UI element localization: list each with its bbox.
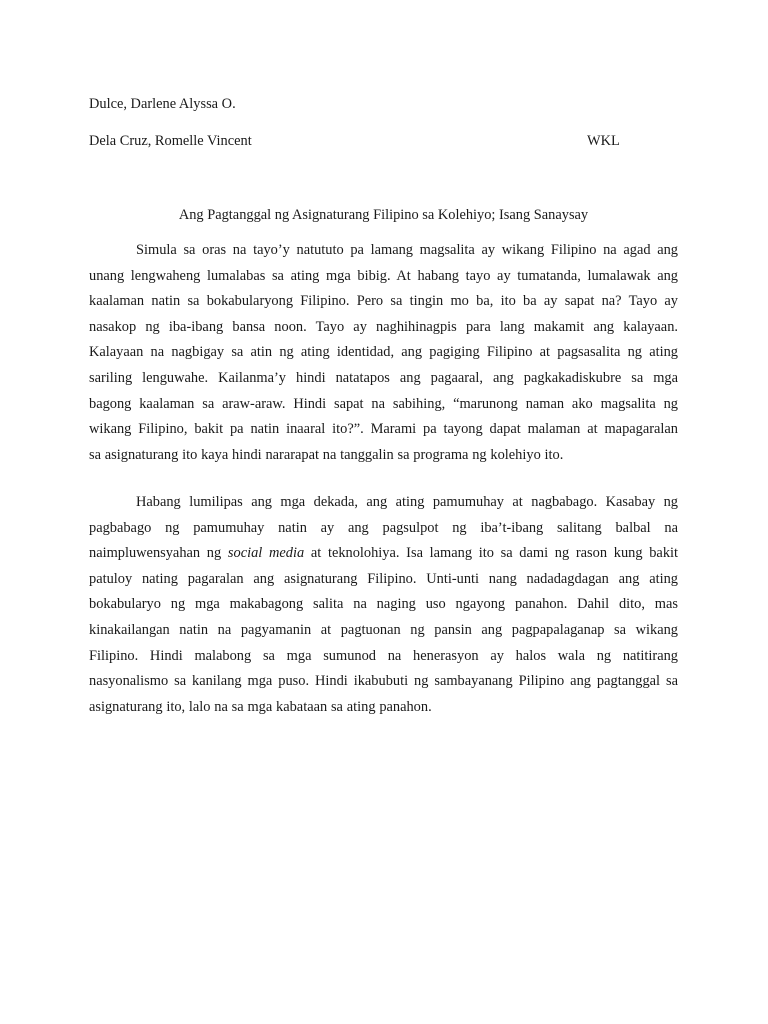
paragraph-line: sariling lenguwahe. Kailanma’y hindi natatapos ang pagaaral, ang pagkakadiskubre sa mga [89, 369, 678, 386]
paragraph-line: patuloy nating pagaralan ang asignaturang Filipino. Unti-unti nang nadadagdagan ang ating [89, 570, 678, 587]
essay-title: Ang Pagtanggal ng Asignaturang Filipino sa Kolehiyo; Isang Sanaysay [178, 207, 589, 223]
paragraph-line: nasyonalismo sa kanilang mga puso. Hindi ikabubuti ng sambayanang Pilipino ang pagtanggal sa [89, 673, 678, 690]
paragraph-line: kaalaman natin sa bokabularyong Filipino. Pero sa tingin mo ba, ito ba ay sapat na? Tayo ay [89, 293, 678, 310]
line-text: naimpluwensyahan ng [89, 545, 228, 562]
paragraph-line [89, 541, 678, 567]
paragraph-line: bokabularyo ng mga makabagong salita na naging uso ngayong panahon. Dahil dito, mas [89, 596, 678, 613]
paragraph-line: sa asignaturang ito kaya hindi nararapat na tanggalin sa programa ng kolehiyo ito. [89, 446, 564, 463]
paragraph-line: Simula sa oras na tayo’y natututo pa lamang magsalita ay wikang Filipino na agad ang [136, 242, 678, 258]
paragraph-line: pagbabago ng pamumuhay natin ay ang pagsulpot ng iba’t-ibang salitang balbal na [89, 519, 678, 536]
paragraph-line: nasakop ng iba-ibang bansa noon. Tayo ay naghihinagpis para lang makamit ang kalayaan. [89, 318, 678, 335]
paragraph-line: wikang Filipino, bakit pa natin inaaral ito?”. Marami pa tayong dapat malaman at mapagaralan [89, 421, 678, 438]
paragraph-line: Filipino. Hindi malabong sa mga sumunod na henerasyon ay halos wala ng natitirang [89, 647, 678, 664]
paragraph-line: kinakailangan natin na pagyamanin at pagtuonan ng pansin ang pagpapalaganap sa wikang [89, 621, 678, 638]
paragraph-2 [89, 490, 678, 720]
italic-term: social media [227, 545, 305, 562]
paragraph-line: unang lengwaheng lumalabas sa ating mga bibig. At habang tayo ay tumatanda, lumalawak ang [89, 267, 678, 284]
author-name-2: Dela Cruz, Romelle Vincent [89, 133, 252, 149]
author-name-1: Dulce, Darlene Alyssa O. [89, 96, 236, 112]
paragraph-line: asignaturang ito, lalo na sa mga kabataan sa ating panahon. [89, 698, 432, 715]
paragraph-line: bagong kaalaman sa araw-araw. Hindi sapat na sabihing, “marunong naman ako magsalita ng [89, 395, 678, 412]
paragraph-line: Kalayaan na nagbigay sa atin ng ating identidad, ang pagiging Filipino at pagsasalita ng ating [89, 344, 678, 361]
line-text: at teknolohiya. Isa lamang ito sa dami ng rason kung bakit [304, 545, 679, 562]
paragraph-line: Habang lumilipas ang mga dekada, ang ating pamumuhay at nagbabago. Kasabay ng [136, 494, 678, 510]
paragraph-1 [89, 238, 678, 468]
course-code: WKL [587, 133, 620, 149]
